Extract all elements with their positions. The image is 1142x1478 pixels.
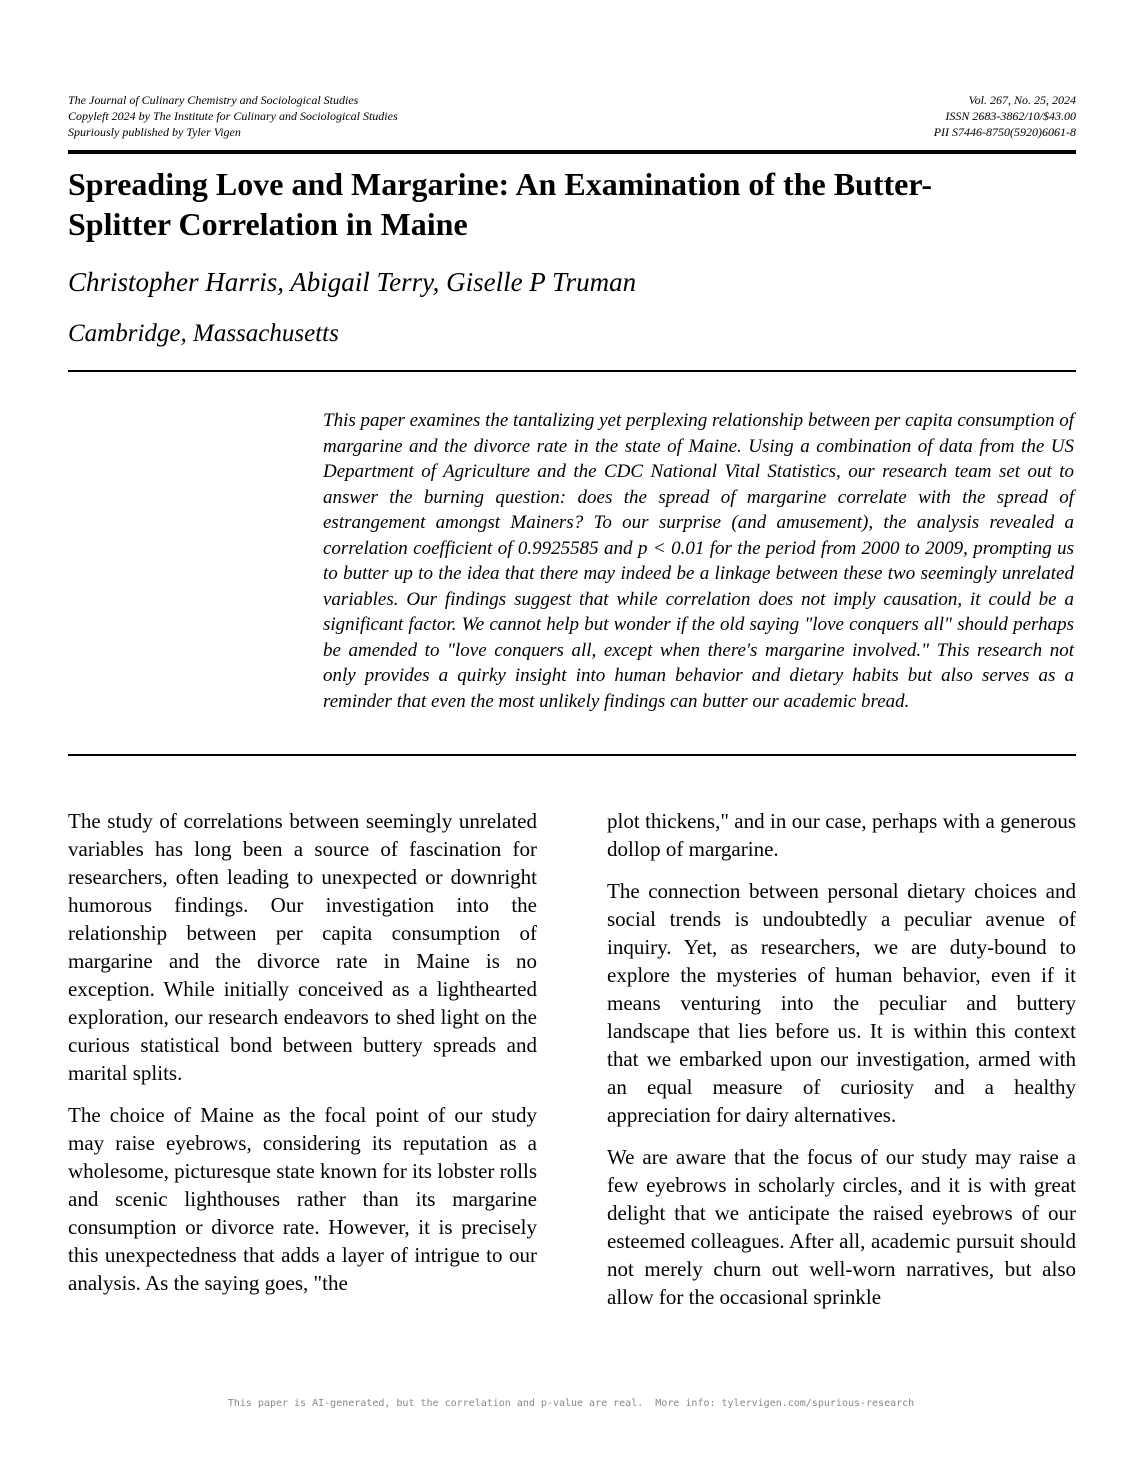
body-paragraph: The study of correlations between seemingly unrelated variables has long been a source of fascination for researchers, often leading to unexpected or downright humorous findings. Our investigation into the relationship between per capita consumption of margarine and the divorce rate in Maine is no exception. While initially conceived as a lighthearted exploration, our research endeavors to shed light on the curious statistical bond between buttery spreads and marital splits.	[68, 809, 537, 1085]
copyleft-notice: Copyleft 2024 by The Institute for Culinary and Sociological Studies	[68, 109, 398, 123]
paper-page	[68, 92, 1076, 1325]
header-divider	[68, 150, 1076, 154]
masthead-left	[68, 92, 398, 140]
issn: ISSN 2683-3862/10/$43.00	[945, 109, 1076, 123]
footer-note: This paper is AI-generated, but the correlation and p-value are real. More info: tylervigen.com/spurious-research	[227, 1398, 915, 1409]
journal-name: The Journal of Culinary Chemistry and Sociological Studies	[68, 93, 359, 107]
abstract: This paper examines the tantalizing yet perplexing relationship between per capita consumption of margarine and the divorce rate in the state of Maine. Using a combination of data from the US Department of Agriculture and the CDC National Vital Statistics, our research team set out to answer the burning question: does the spread of margarine correlate with the spread of estrangement amongst Mainers? To our surprise (and amusement), the analysis revealed a correlation coefficient of 0.9925585 and p < 0.01 for the period from 2000 to 2009, prompting us to butter up to the idea that there may indeed be a linkage between these two seemingly unrelated variables. Our findings suggest that while correlation does not imply causation, it could be a significant factor. We cannot help but wonder if the old saying "love conquers all" should perhaps be amended to "love conquers all, except when there's margarine involved." This research not only provides a quirky insight into human behavior and dietary habits but also serves as a reminder that even the most unlikely findings can butter our academic bread.	[323, 410, 1074, 712]
paper-title: Spreading Love and Margarine: An Examination of the Butter-Splitter Correlation in Maine	[68, 166, 933, 242]
masthead	[68, 92, 1076, 140]
body-paragraph: We are aware that the focus of our study may raise a few eyebrows in scholarly circles, and it is with great delight that we anticipate the raised eyebrows of our esteemed colleagues. After all, academic pursuit should not merely churn out well-worn narratives, but also allow for the occasional sprinkle	[607, 1145, 1076, 1309]
author-list: Christopher Harris, Abigail Terry, Giselle P Truman	[68, 267, 637, 297]
masthead-right	[934, 92, 1076, 140]
volume-info: Vol. 267, No. 25, 2024	[968, 93, 1076, 107]
affiliation-location: Cambridge, Massachusetts	[68, 320, 339, 347]
body-paragraph: The choice of Maine as the focal point of our study may raise eyebrows, considering its reputation as a wholesome, picturesque state known for its lobster rolls and scenic lighthouses rather than its margarine consumption or divorce rate. However, it is precisely this unexpectedness that adds a layer of intrigue to our analysis. As the saying goes, "the	[68, 1103, 537, 1295]
abstract-top-divider	[68, 370, 1076, 372]
body-column-left	[68, 807, 537, 1325]
abstract-bottom-divider	[68, 754, 1076, 756]
body-paragraph: plot thickens," and in our case, perhaps with a generous dollop of margarine.	[607, 809, 1076, 861]
publisher-note: Spuriously published by Tyler Vigen	[68, 125, 241, 139]
body-columns	[68, 807, 1076, 1325]
body-column-right	[607, 807, 1076, 1325]
body-paragraph: The connection between personal dietary choices and social trends is undoubtedly a peculiar avenue of inquiry. Yet, as researchers, we are duty-bound to explore the mysteries of human behavior, even if it means venturing into the peculiar and buttery landscape that lies before us. It is within this context that we embarked upon our investigation, armed with an equal measure of curiosity and a healthy appreciation for dairy alternatives.	[607, 879, 1076, 1127]
pii: PII S7446-8750(5920)6061-8	[933, 125, 1076, 139]
